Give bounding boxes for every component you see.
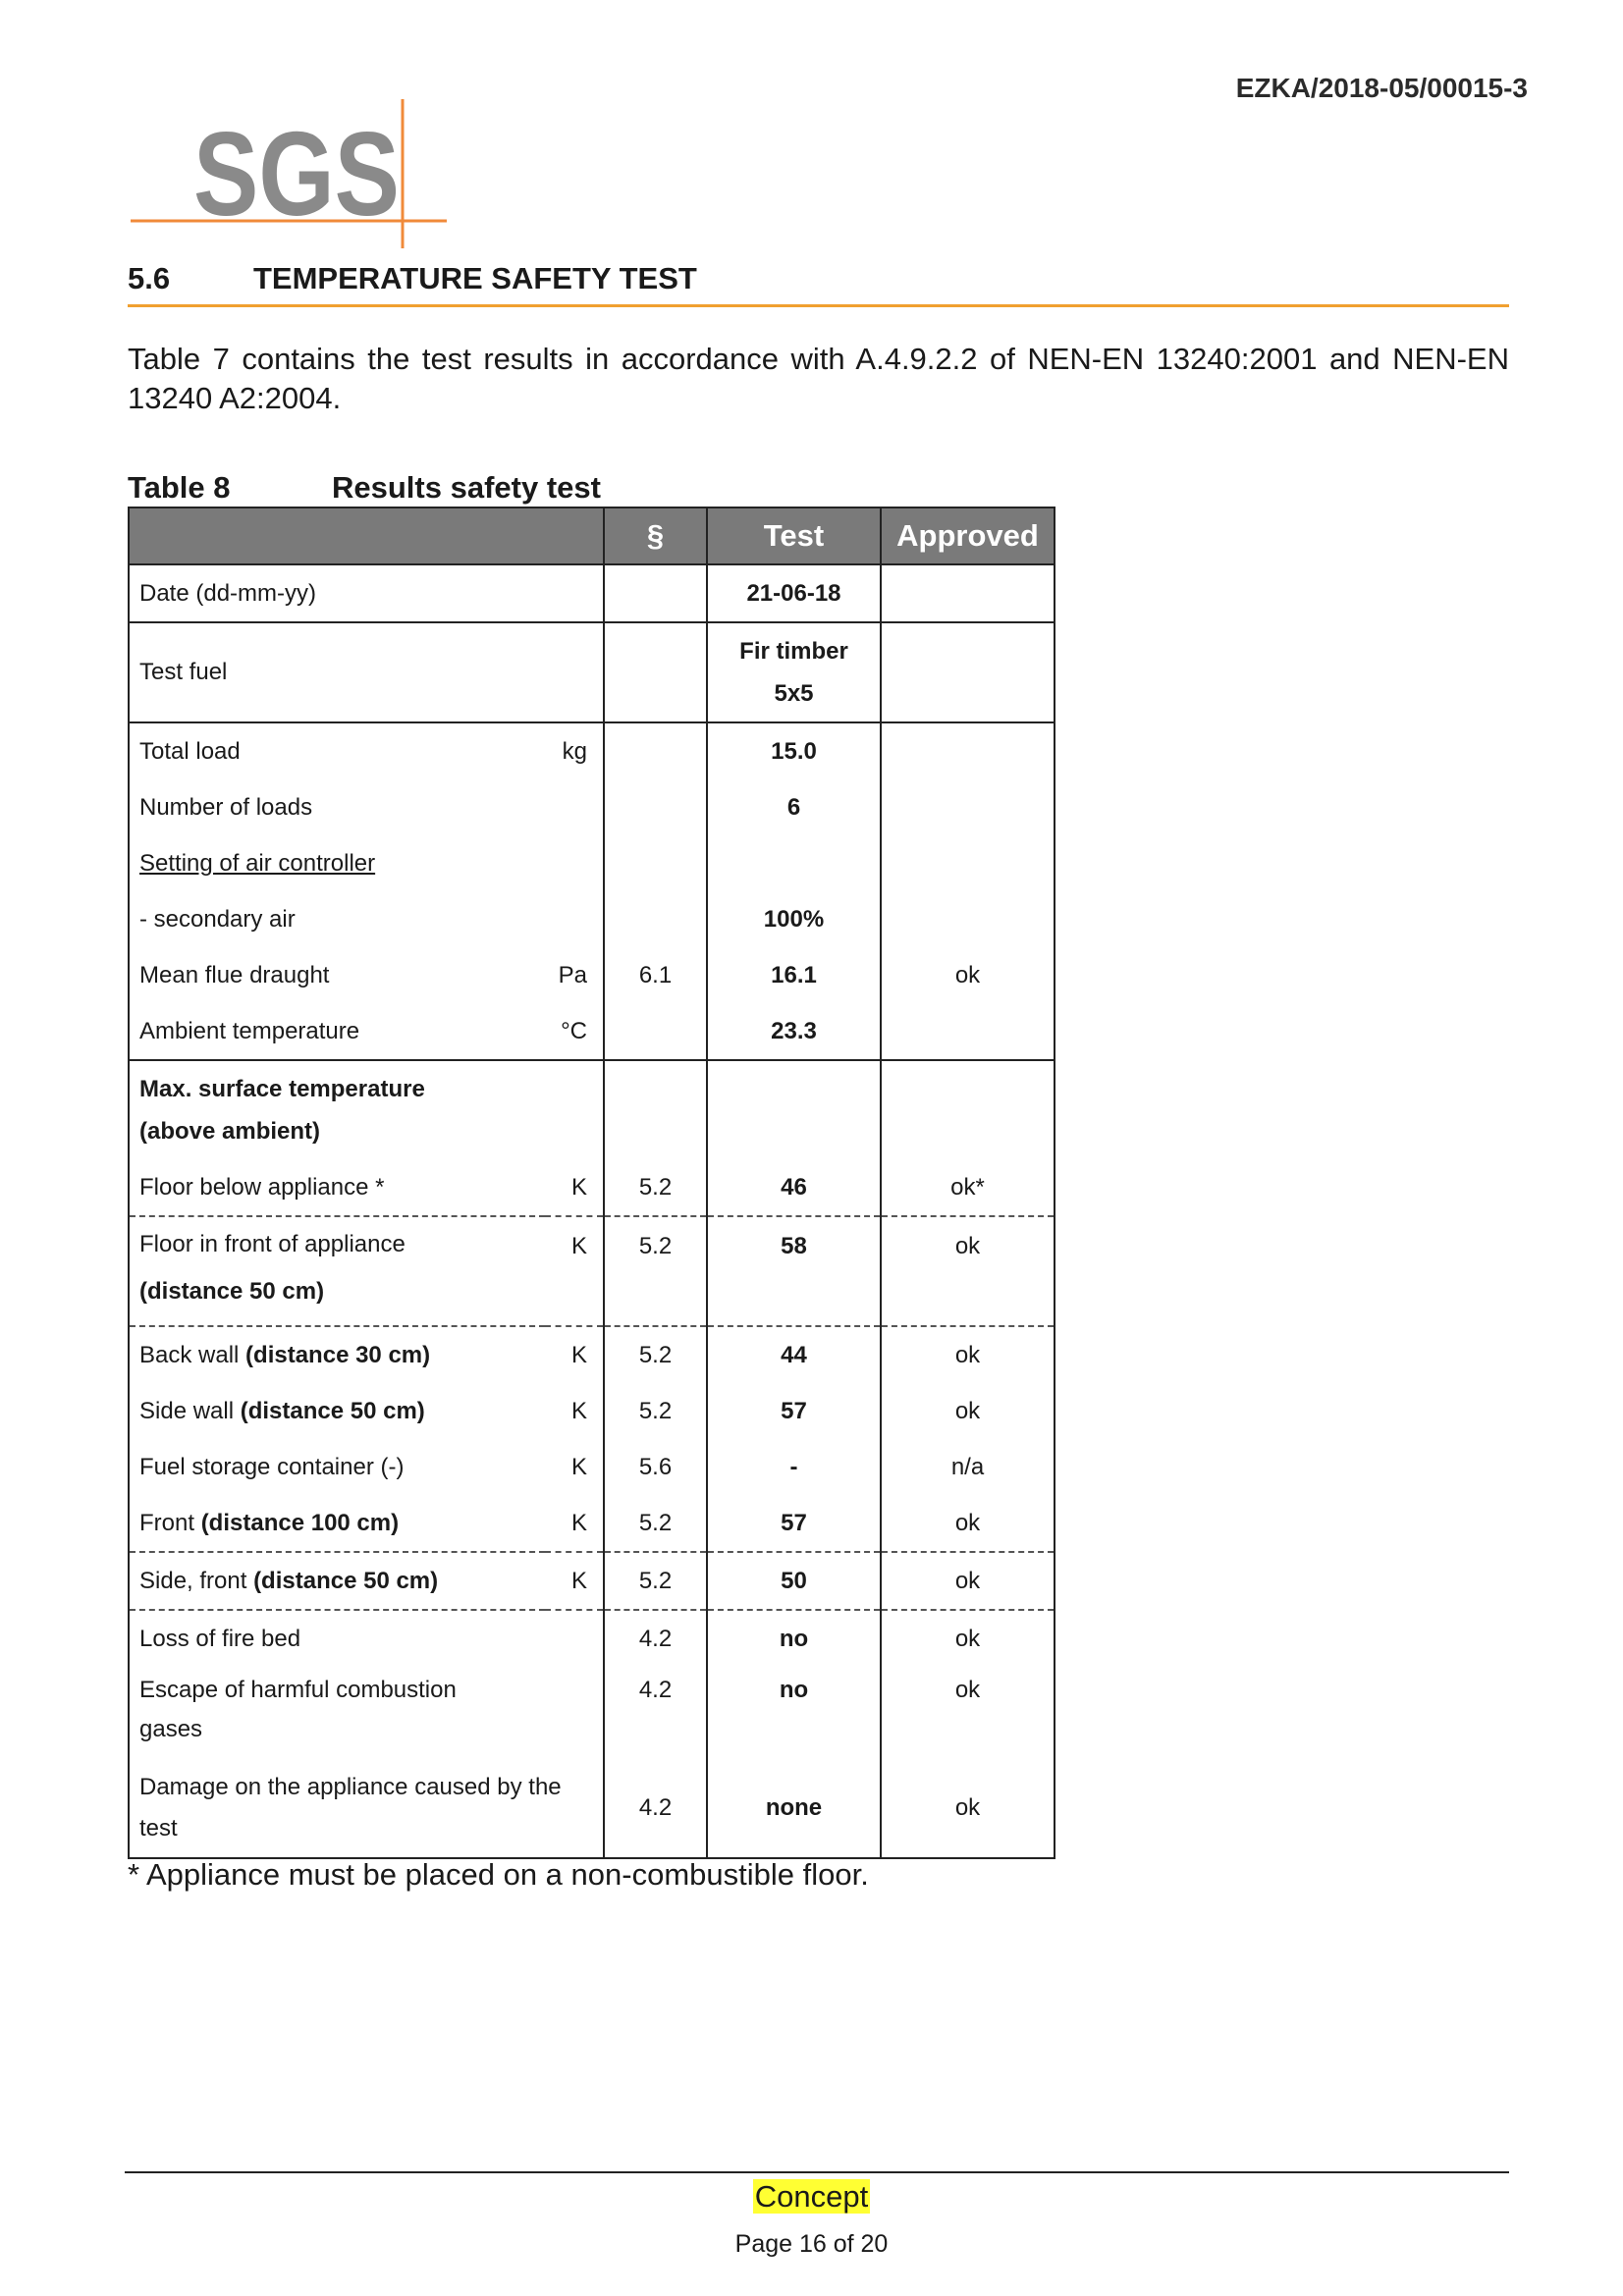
row-test-value: none [707, 1759, 881, 1858]
row-label: Test fuel [129, 622, 604, 722]
table-caption [128, 470, 601, 506]
row-approved: ok [881, 947, 1055, 1003]
row-label: Back wall (distance 30 cm) [129, 1326, 545, 1383]
table-row [129, 722, 1055, 779]
table-row [129, 779, 1055, 835]
row-test-value: 46 [707, 1159, 881, 1216]
row-section: 5.2 [604, 1495, 707, 1552]
row-section: 5.2 [604, 1159, 707, 1216]
row-label: Floor below appliance * [129, 1159, 545, 1216]
results-table [128, 507, 1055, 1859]
row-test-value: 50 [707, 1552, 881, 1610]
row-test-value: 100% [707, 891, 881, 947]
document-id: EZKA/2018-05/00015-3 [1235, 73, 1528, 103]
table-row [129, 1552, 1055, 1610]
row-label: - secondary air [129, 891, 545, 947]
row-section: 4.2 [604, 1610, 707, 1667]
table-row [129, 1667, 1055, 1759]
table-caption-title: Results safety test [332, 470, 601, 505]
table-row [129, 891, 1055, 947]
row-unit: K [545, 1439, 604, 1495]
row-test-value: 23.3 [707, 1003, 881, 1060]
row-section: 5.2 [604, 1326, 707, 1383]
row-label: Setting of air controller [129, 835, 545, 891]
row-unit: kg [545, 722, 604, 779]
sgs-logo [131, 95, 455, 252]
row-label: Date (dd-mm-yy) [129, 564, 604, 622]
logo-text: SGS [193, 107, 400, 240]
section-heading [128, 261, 1509, 307]
section-title: TEMPERATURE SAFETY TEST [253, 261, 697, 295]
row-unit: K [545, 1159, 604, 1216]
row-test-value: 57 [707, 1383, 881, 1439]
row-section: 5.6 [604, 1439, 707, 1495]
row-section: 5.2 [604, 1552, 707, 1610]
row-unit: K [545, 1216, 604, 1326]
row-unit: K [545, 1383, 604, 1439]
row-unit: °C [545, 1003, 604, 1060]
row-label: Total load [129, 722, 545, 779]
row-test-value: 15.0 [707, 722, 881, 779]
table-row [129, 1159, 1055, 1216]
table-row [129, 1439, 1055, 1495]
table-footnote: * Appliance must be placed on a non-combustible floor. [128, 1857, 869, 1892]
row-unit: Pa [545, 947, 604, 1003]
row-test-value: 16.1 [707, 947, 881, 1003]
row-label: Number of loads [129, 779, 545, 835]
row-unit: K [545, 1495, 604, 1552]
table-row [129, 1495, 1055, 1552]
row-label: Fuel storage container (-) [129, 1439, 545, 1495]
table-row [129, 1003, 1055, 1060]
row-approved: n/a [881, 1439, 1055, 1495]
row-approved: ok [881, 1552, 1055, 1610]
table-row [129, 947, 1055, 1003]
row-label: Escape of harmful combustion gases [129, 1667, 604, 1759]
row-label: Side wall (distance 50 cm) [129, 1383, 545, 1439]
table-row [129, 835, 1055, 891]
row-test-value: 21-06-18 [707, 564, 881, 622]
row-approved: ok [881, 1216, 1055, 1326]
table-header-row [129, 507, 1055, 564]
row-approved: ok [881, 1495, 1055, 1552]
header-test: Test [707, 507, 881, 564]
row-test-value: 57 [707, 1495, 881, 1552]
row-section: 5.2 [604, 1383, 707, 1439]
row-test-value: Fir timber 5x5 [707, 622, 881, 722]
header-section: § [604, 507, 707, 564]
row-section: 4.2 [604, 1667, 707, 1759]
row-test-value: 58 [707, 1216, 881, 1326]
status-badge [0, 2179, 1623, 2215]
row-label: Ambient temperature [129, 1003, 545, 1060]
row-section: 6.1 [604, 947, 707, 1003]
row-label: Front (distance 100 cm) [129, 1495, 545, 1552]
row-test-value: no [707, 1667, 881, 1759]
table-row [129, 622, 1055, 722]
row-approved: ok* [881, 1159, 1055, 1216]
row-test-value: - [707, 1439, 881, 1495]
intro-paragraph: Table 7 contains the test results in accordance with A.4.9.2.2 of NEN-EN 13240:2001 and NEN-EN 13240 A2:2004. [128, 342, 1509, 415]
table-row [129, 1060, 1055, 1159]
row-label: Mean flue draught [129, 947, 545, 1003]
table-caption-number: Table 8 [128, 470, 231, 505]
table-row [129, 1610, 1055, 1667]
row-test-value: 44 [707, 1326, 881, 1383]
row-approved: ok [881, 1383, 1055, 1439]
header-approved: Approved [881, 507, 1055, 564]
table-row [129, 1759, 1055, 1858]
table-row [129, 1383, 1055, 1439]
row-test-value: no [707, 1610, 881, 1667]
row-unit: K [545, 1552, 604, 1610]
table-row [129, 1326, 1055, 1383]
row-test-value: 6 [707, 779, 881, 835]
row-unit: K [545, 1326, 604, 1383]
section-number: 5.6 [128, 261, 171, 295]
header-param [129, 507, 604, 564]
row-label: Floor in front of appliance (distance 50 cm) [129, 1216, 545, 1326]
row-label: Damage on the appliance caused by the test [129, 1759, 604, 1858]
row-approved: ok [881, 1759, 1055, 1858]
row-approved: ok [881, 1667, 1055, 1759]
row-approved: ok [881, 1610, 1055, 1667]
concept-label: Concept [754, 2179, 869, 2214]
row-section: 4.2 [604, 1759, 707, 1858]
table-row [129, 1216, 1055, 1326]
page-number: Page 16 of 20 [734, 2230, 889, 2258]
row-approved: ok [881, 1326, 1055, 1383]
row-label: Side, front (distance 50 cm) [129, 1552, 545, 1610]
row-section: 5.2 [604, 1216, 707, 1326]
table-row [129, 564, 1055, 622]
row-label: Max. surface temperature (above ambient) [129, 1060, 545, 1159]
footer-divider [125, 2171, 1509, 2173]
row-label: Loss of fire bed [129, 1610, 604, 1667]
